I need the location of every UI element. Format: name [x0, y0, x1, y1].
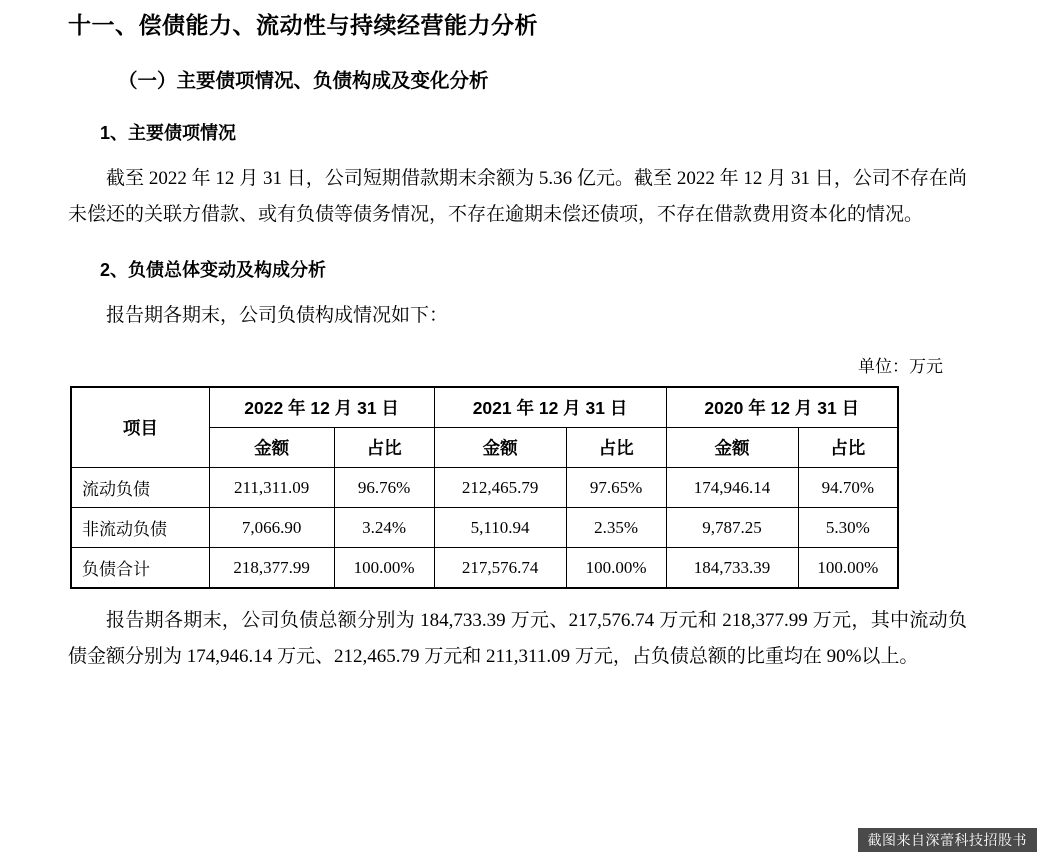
cell-current-amount-2020: 174,946.14 [666, 468, 798, 508]
watermark-label: 截图来自深蕾科技招股书 [858, 828, 1037, 852]
header-period-2020: 2020 年 12 月 31 日 [666, 387, 898, 428]
paragraph-main-debt: 截至 2022 年 12 月 31 日，公司短期借款期末余额为 5.36 亿元。截至 2022 年 12 月 31 日，公司不存在尚未偿还的关联方借款、或有负债等债务情况，不存在逾期未偿还债项，不存在借款费用资本化的情况。 [68, 168, 967, 225]
cell-current-ratio-2022: 96.76% [334, 468, 434, 508]
table-row [71, 548, 898, 589]
cell-noncurrent-ratio-2021: 2.35% [566, 508, 666, 548]
header-ratio-2020: 占比 [798, 428, 898, 468]
header-item: 项目 [71, 387, 209, 468]
table-row [71, 508, 898, 548]
cell-noncurrent-amount-2021: 5,110.94 [434, 508, 566, 548]
cell-total-amount-2022: 218,377.99 [209, 548, 334, 589]
header-amount-2020: 金额 [666, 428, 798, 468]
cell-noncurrent-amount-2020: 9,787.25 [666, 508, 798, 548]
row-label-noncurrent-liabilities: 非流动负债 [71, 508, 209, 548]
row-label-total-liabilities: 负债合计 [71, 548, 209, 589]
subsection-heading-1: 1、主要债项情况 [100, 123, 237, 143]
section-heading-1: （一）主要债项情况、负债构成及变化分析 [118, 70, 489, 92]
liability-composition-table [70, 386, 899, 589]
row-label-current-liabilities: 流动负债 [71, 468, 209, 508]
cell-total-ratio-2020: 100.00% [798, 548, 898, 589]
cell-noncurrent-ratio-2020: 5.30% [798, 508, 898, 548]
cell-current-amount-2022: 211,311.09 [209, 468, 334, 508]
cell-noncurrent-amount-2022: 7,066.90 [209, 508, 334, 548]
cell-current-amount-2021: 212,465.79 [434, 468, 566, 508]
page-title: 十一、偿债能力、流动性与持续经营能力分析 [68, 12, 538, 38]
cell-total-amount-2021: 217,576.74 [434, 548, 566, 589]
paragraph-liability-summary: 报告期各期末，公司负债总额分别为 184,733.39 万元、217,576.74 万元和 218,377.99 万元，其中流动负债金额分别为 174,946.14 万元、212,465.79 万元和 211,311.09 万元，占负债总额的比重均在 90%以上。 [68, 610, 967, 667]
cell-current-ratio-2020: 94.70% [798, 468, 898, 508]
subsection-heading-2: 2、负债总体变动及构成分析 [100, 260, 327, 280]
liability-table-wrapper [68, 386, 967, 589]
header-ratio-2022: 占比 [334, 428, 434, 468]
cell-total-ratio-2021: 100.00% [566, 548, 666, 589]
cell-current-ratio-2021: 97.65% [566, 468, 666, 508]
header-amount-2021: 金额 [434, 428, 566, 468]
header-amount-2022: 金额 [209, 428, 334, 468]
cell-total-amount-2020: 184,733.39 [666, 548, 798, 589]
header-period-2022: 2022 年 12 月 31 日 [209, 387, 434, 428]
paragraph-liability-intro: 报告期各期末，公司负债构成情况如下： [106, 305, 449, 326]
cell-total-ratio-2022: 100.00% [334, 548, 434, 589]
header-ratio-2021: 占比 [566, 428, 666, 468]
table-row [71, 468, 898, 508]
table-header-row-1 [71, 387, 898, 428]
header-period-2021: 2021 年 12 月 31 日 [434, 387, 666, 428]
cell-noncurrent-ratio-2022: 3.24% [334, 508, 434, 548]
table-unit-label: 单位：万元 [858, 357, 943, 376]
